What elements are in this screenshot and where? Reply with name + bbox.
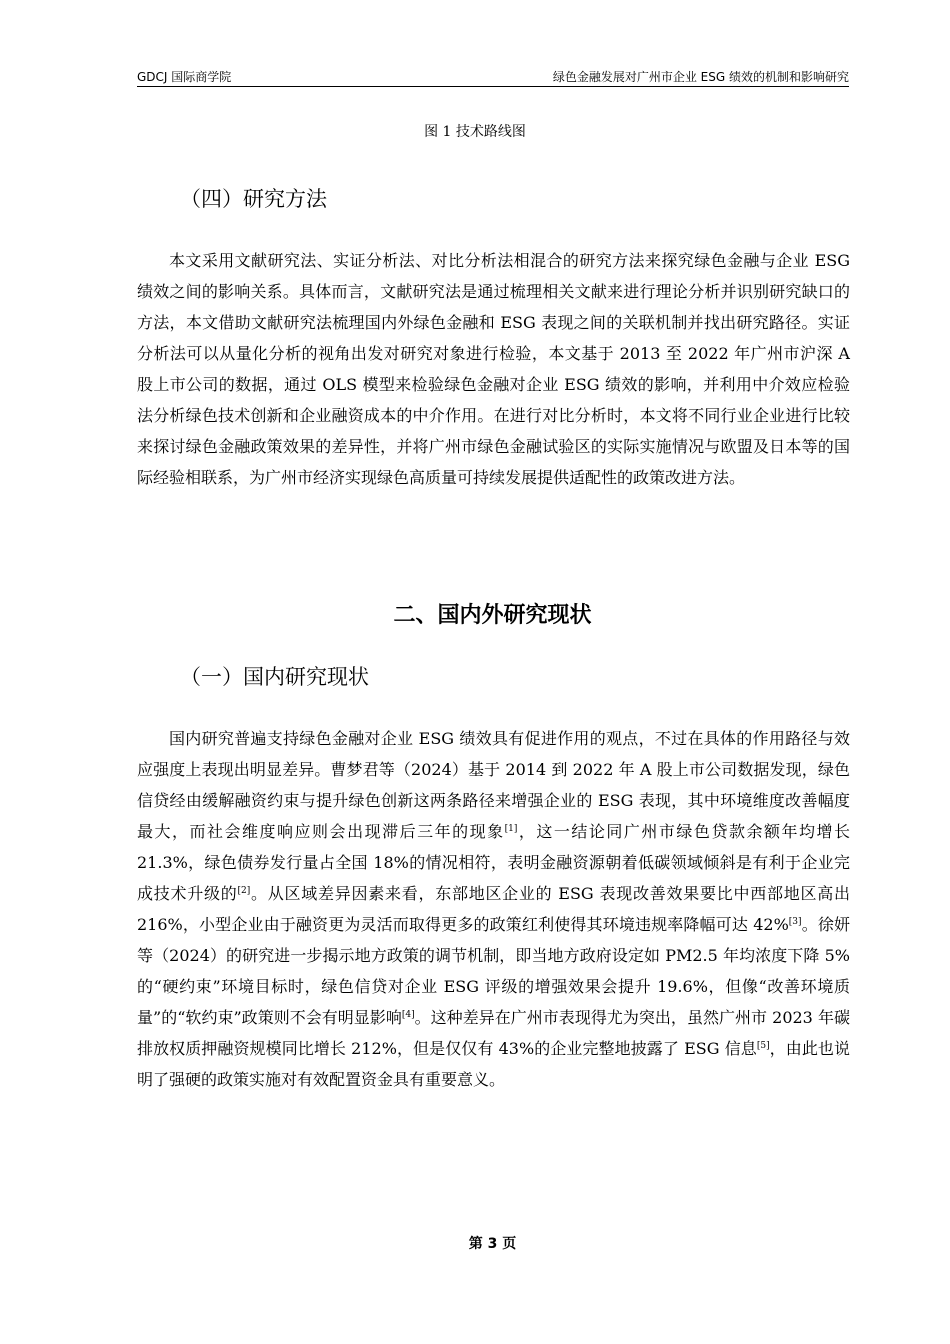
citation-5: [5]	[756, 1041, 770, 1051]
paragraph-text: 。这种差异在广州市表现得尤为突出，虽然广州市 2023 年碳排放权质押融资规模同比增长 212%，但是仅仅有 43%的企业完整地披露了 ESG 信息	[137, 1008, 850, 1058]
methods-paragraph: 本文采用文献研究法、实证分析法、对比分析法相混合的研究方法来探究绿色金融与企业 ESG 绩效之间的影响关系。具体而言，文献研究法是通过梳理相关文献来进行理论分析并识别研究缺口的方法，本文借助文献研究法梳理国内外绿色金融和 ESG 表现之间的关联机制并找出研究路径。实证分析法可以从量化分析的视角出发对研究对象进行检验，本文基于 2013 至 2022 年广州市沪深 A 股上市公司的数据，通过 OLS 模型来检验绿色金融对企业 ESG 绩效的影响，并利用中介效应检验法分析绿色技术创新和企业融资成本的中介作用。在进行对比分析时，本文将不同行业企业进行比较来探讨绿色金融政策效果的差异性，并将广州市绿色金融试验区的实际实施情况与欧盟及日本等的国际经验相联系，为广州市经济实现绿色高质量可持续发展提供适配性的政策改进方法。	[137, 251, 850, 487]
citation-4: [4]	[401, 1010, 415, 1020]
citation-2: [2]	[237, 886, 251, 896]
paragraph-text: ，由此也说明了强硬的政策实施对有效配置资金具有重要意义。	[137, 1039, 850, 1089]
page-number: 第 3 页	[468, 1236, 517, 1252]
figure-caption: 图 1 技术路线图	[424, 124, 526, 140]
header-institution: GDCJ 国际商学院	[137, 70, 232, 84]
citation-3: [3]	[788, 917, 802, 927]
header-paper-title: 绿色金融发展对广州市企业 ESG 绩效的机制和影响研究	[552, 70, 849, 84]
paragraph-text: ，这一结论同广州市绿色贷款余额年均增长 21.3%，绿色债券发行量占全国 18%的情况相符，表明金融资源朝着低碳领域倾斜是有利于企业完成技术升级的	[137, 822, 850, 903]
citation-1: [1]	[504, 824, 518, 834]
paragraph-text: 。徐妍等（2024）的研究进一步揭示地方政策的调节机制，即当地方政府设定如 PM2.5 年均浓度下降 5%的“硬约束”环境目标时，绿色信贷对企业 ESG 评级的增强效果会提升 19.6%，但像“改善环境质量”的“软约束”政策则不会有明显影响	[137, 915, 850, 1027]
paragraph-text: 国内研究普遍支持绿色金融对企业 ESG 绩效具有促进作用的观点，不过在具体的作用路径与效应强度上表现出明显差异。曹梦君等（2024）基于 2014 到 2022 年 A 股上市公司数据发现，绿色信贷经由缓解融资约束与提升绿色创新这两条路径来增强企业的 ESG 表现，其中环境维度改善幅度最大，而社会维度响应则会出现滞后三年的现象	[137, 729, 850, 841]
chapter-heading: 二、国内外研究现状	[393, 603, 592, 628]
page-header	[137, 67, 849, 87]
section-heading-domestic: （一）国内研究现状	[180, 665, 369, 689]
paragraph-text: 。从区域差异因素来看，东部地区企业的 ESG 表现改善效果要比中西部地区高出 216%，小型企业由于融资更为灵活而取得更多的政策红利使得其环境违规率降幅可达 42%	[137, 884, 850, 934]
domestic-research-paragraph	[137, 723, 850, 1095]
section-heading-methods: （四）研究方法	[180, 187, 327, 211]
